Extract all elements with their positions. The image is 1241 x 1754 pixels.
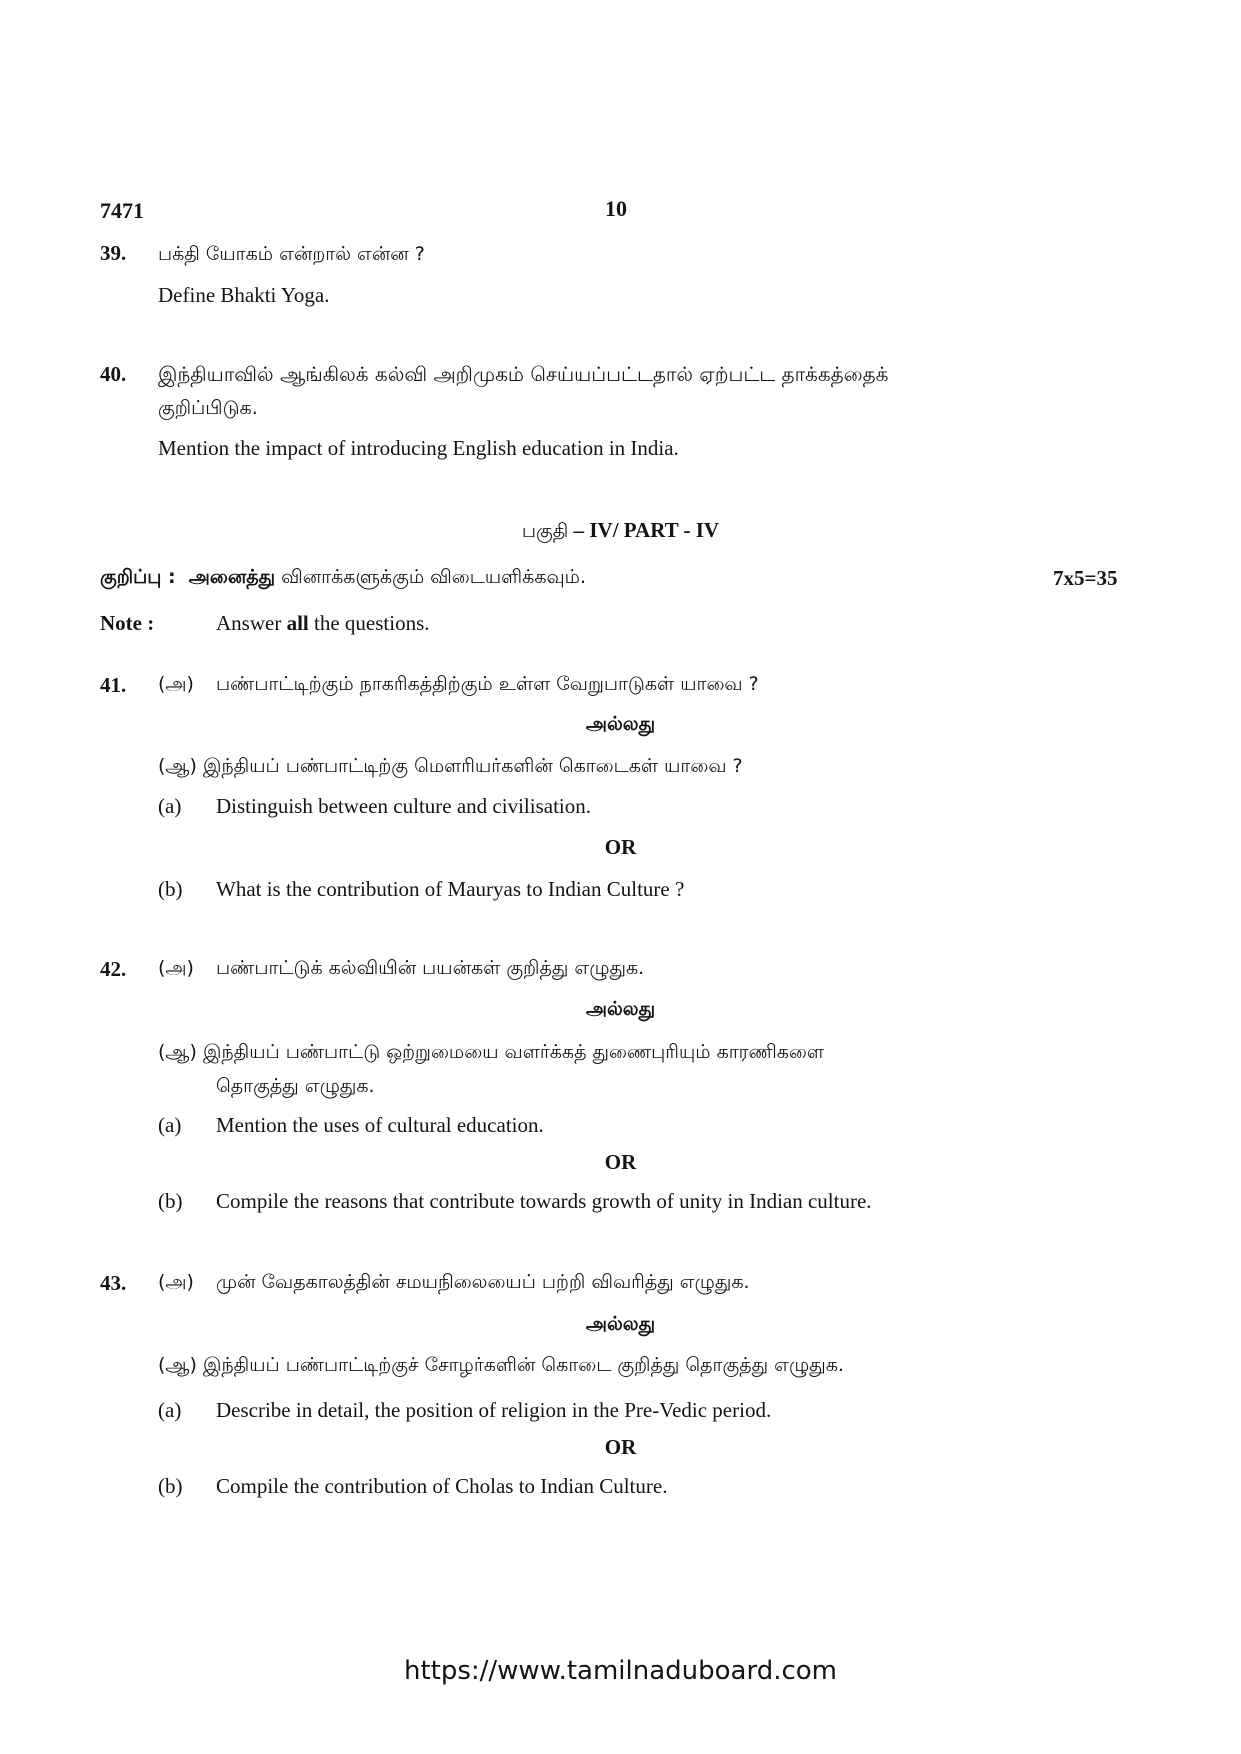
note-tamil — [100, 566, 586, 591]
q40-tamil-line1: இந்தியாவில் ஆங்கிலக் கல்வி அறிமுகம் செய்யப்பட்டதால் ஏற்பட்ட தாக்கத்தைக் — [158, 362, 889, 386]
q43-b-marker: (ஆ) — [158, 1354, 197, 1376]
q42-or: OR — [604, 1150, 637, 1174]
part-heading — [0, 518, 1241, 545]
paper-code: 7471 — [100, 198, 144, 223]
q41-a-marker: (அ) — [158, 673, 194, 695]
footer-url[interactable]: https://www.tamilnaduboard.com — [403, 1656, 838, 1686]
note-label: Note : — [100, 611, 155, 635]
q43-number: 43. — [100, 1271, 127, 1295]
note-tamil-bold: அனைத்து — [188, 566, 276, 588]
q41-a-tamil: பண்பாட்டிற்கும் நாகரிகத்திற்கும் உள்ள வேறுபாடுகள் யாவை ? — [216, 673, 759, 695]
q39-english: Define Bhakti Yoga. — [158, 283, 330, 307]
note-tamil-rest: வினாக்களுக்கும் விடையளிக்கவும். — [275, 566, 587, 588]
q41-a-label: (a) — [158, 794, 182, 818]
q41-number: 41. — [100, 673, 127, 697]
q41-b-label: (b) — [158, 877, 183, 901]
q40-number: 40. — [100, 362, 127, 386]
q43-b-tamil: இந்தியப் பண்பாட்டிற்குச் சோழர்களின் கொடை குறித்து தொகுத்து எழுதுக. — [203, 1354, 844, 1376]
note-bold: all — [286, 611, 309, 635]
q42-b-english: Compile the reasons that contribute towards growth of unity in Indian culture. — [216, 1189, 872, 1213]
q42-b-marker: (ஆ) — [158, 1041, 197, 1063]
note-tamil-label: குறிப்பு : — [100, 566, 176, 588]
q40-english: Mention the impact of introducing English education in India. — [158, 436, 679, 460]
q42-a-label: (a) — [158, 1113, 182, 1137]
q41-b-tamil: இந்தியப் பண்பாட்டிற்கு மௌரியர்களின் கொடைகள் யாவை ? — [203, 755, 743, 777]
q42-b-label: (b) — [158, 1189, 183, 1213]
q43-a-english: Describe in detail, the position of religion in the Pre-Vedic period. — [216, 1398, 772, 1422]
q43-a-tamil: முன் வேதகாலத்தின் சமயநிலையைப் பற்றி விவரித்து எழுதுக. — [216, 1271, 750, 1293]
q43-b-label: (b) — [158, 1474, 183, 1498]
q42-a-marker: (அ) — [158, 957, 194, 979]
q42-b-tamil-line2: தொகுத்து எழுதுக. — [216, 1075, 375, 1097]
q42-alt: அல்லது — [585, 998, 656, 1020]
q43-a-marker: (அ) — [158, 1271, 194, 1293]
q42-number: 42. — [100, 957, 127, 981]
q41-b-english: What is the contribution of Mauryas to Indian Culture ? — [216, 877, 685, 901]
note-pre: Answer — [216, 611, 287, 635]
q43-or: OR — [604, 1435, 637, 1459]
q41-a-english: Distinguish between culture and civilisation. — [216, 794, 592, 818]
q41-alt: அல்லது — [585, 713, 656, 735]
note-english — [216, 611, 430, 636]
q39-tamil: பக்தி யோகம் என்றால் என்ன ? — [158, 243, 425, 265]
q42-a-tamil: பண்பாட்டுக் கல்வியின் பயன்கள் குறித்து எழுதுக. — [216, 957, 645, 979]
q41-b-marker: (ஆ) — [158, 755, 197, 777]
note-post: the questions. — [308, 611, 430, 635]
q40-tamil-line2: குறிப்பிடுக. — [158, 397, 258, 419]
q43-alt: அல்லது — [585, 1313, 656, 1335]
q39-number: 39. — [100, 241, 127, 265]
q42-a-english: Mention the uses of cultural education. — [216, 1113, 544, 1137]
page-number: 10 — [605, 196, 627, 221]
part-heading-title: – IV/ PART - IV — [568, 518, 720, 542]
marks: 7x5=35 — [1053, 566, 1118, 590]
q43-a-label: (a) — [158, 1398, 182, 1422]
q41-or: OR — [604, 835, 637, 859]
q42-b-tamil-line1: இந்தியப் பண்பாட்டு ஒற்றுமையை வளர்க்கத் துணைபுரியும் காரணிகளை — [203, 1041, 824, 1063]
q43-b-english: Compile the contribution of Cholas to Indian Culture. — [216, 1474, 668, 1498]
part-heading-tamil: பகுதி — [521, 520, 569, 542]
